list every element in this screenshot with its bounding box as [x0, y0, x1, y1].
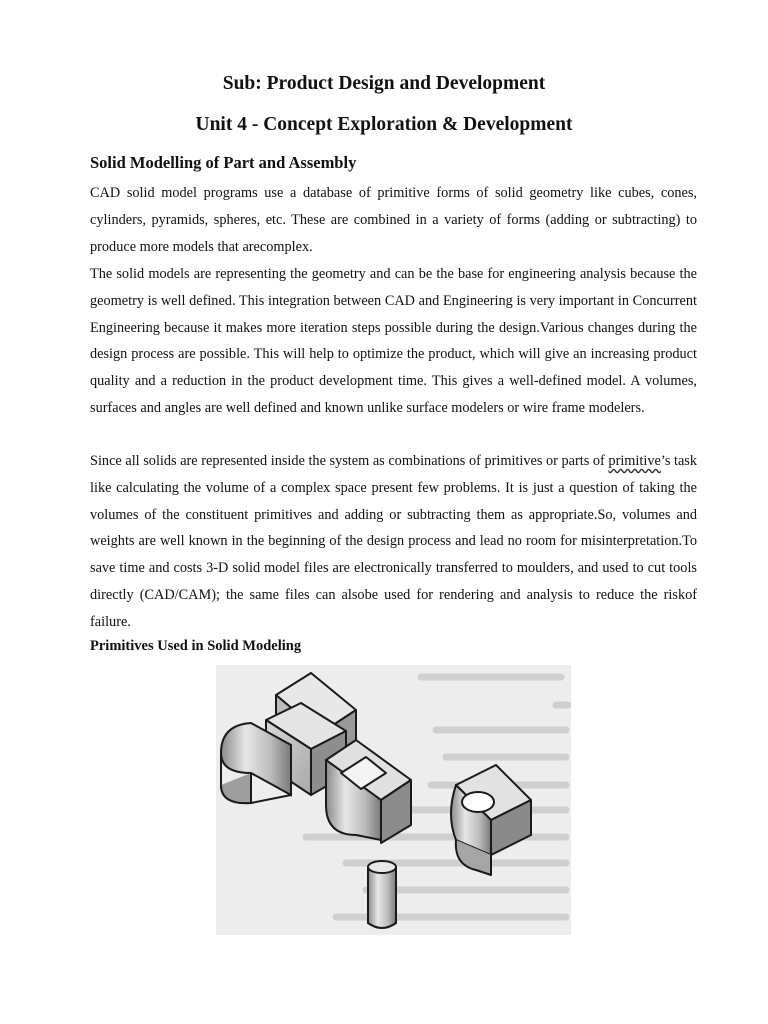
primitives-figure [216, 665, 571, 935]
paragraph-text-rest: ’s task like calculating the volume of a complex space present few problems. It is just a question of taking the volumes of the constituent primitives and adding or subtracting them as appropriate.So, volumes and weights are well known in the beginning of the design process and lead no room for misinterpretation.To save time and costs 3-D solid model files are electronically transferred to moulders, and used to cut tools directly (CAD/CAM); the same files can alsobe used for rendering and analysis to reduce the riskof failure. [90, 453, 698, 630]
cylinder-primitive [368, 861, 396, 928]
paragraph-text-start: Since all solids are represented inside the system as combinations of primitives or parts of [90, 453, 609, 469]
section-heading-solid-modelling: Solid Modelling of Part and Assembly [90, 153, 357, 172]
unit-title: Unit 4 - Concept Exploration & Development [195, 114, 573, 135]
section-heading-primitives: Primitives Used in Solid Modeling [90, 638, 302, 654]
paragraph-engineering-analysis: The solid models are representing the geometry and can be the base for engineering analysis because the geometry is well defined. This integration between CAD and Engineering is very important in Concurrent Engineering because it makes more iteration steps possible during the design.Various changes during the design process are possible. This will help to optimize the product, which will give an increasing product quality and a reduction in the product development time. This gives a well-defined model. A volumes, surfaces and angles are well defined and known unlike surface modelers or wire frame modelers. [90, 266, 697, 416]
primitives-illustration [216, 665, 571, 935]
subject-title: Sub: Product Design and Development [222, 73, 546, 94]
spellcheck-word-primitive: primitive [608, 453, 661, 469]
paragraph-primitives-intro: CAD solid model programs use a database of primitive forms of solid geometry like cubes, cones, cylinders, pyramids, spheres, etc. These are combined in a variety of forms (adding or subtracting) to produce more models that arecomplex. [90, 185, 697, 255]
paragraph-volume-calculation [90, 448, 697, 636]
